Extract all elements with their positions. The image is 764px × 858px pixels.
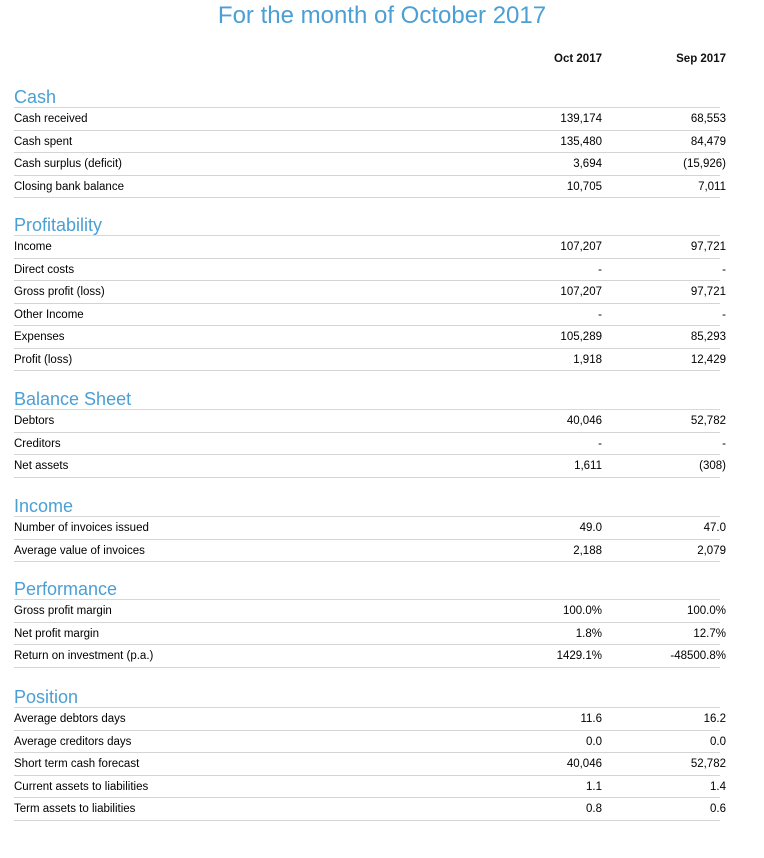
row-label: Net assets	[14, 460, 69, 472]
row-label: Cash spent	[14, 135, 73, 148]
value-sep: 0.0	[710, 735, 726, 748]
value-sep: (15,926)	[683, 158, 726, 170]
table-row	[14, 281, 726, 304]
value-oct: 1,611	[574, 460, 602, 472]
table-row	[14, 304, 726, 327]
value-oct: 105,289	[560, 331, 602, 343]
value-oct: 139,174	[560, 113, 602, 125]
table-row	[14, 176, 726, 199]
value-sep: 97,721	[690, 286, 726, 298]
column-header-oct: Oct 2017	[554, 53, 602, 65]
column-header-sep: Sep 2017	[676, 53, 726, 65]
value-sep: 52,782	[690, 415, 726, 427]
table-row	[14, 108, 726, 131]
row-label: Gross profit margin	[14, 605, 112, 617]
section-position	[14, 686, 726, 821]
report-title: For the month of October 2017	[217, 2, 547, 29]
row-label: Closing bank balance	[14, 180, 124, 193]
section-cash	[14, 86, 726, 198]
section-performance	[14, 578, 726, 668]
row-label: Cash received	[14, 113, 88, 125]
row-label: Net profit margin	[14, 627, 100, 640]
value-oct: 40,046	[566, 758, 602, 770]
value-sep: 85,293	[690, 331, 726, 343]
section-title: Profitability	[14, 214, 720, 236]
value-sep: 1.4	[710, 780, 726, 793]
table-row	[14, 455, 726, 478]
row-label: Income	[14, 241, 52, 253]
value-oct: 1.1	[586, 780, 602, 793]
value-sep: 12.7%	[693, 627, 726, 640]
value-sep: -	[722, 308, 726, 321]
table-row	[14, 153, 726, 176]
value-oct: 0.8	[586, 803, 602, 815]
value-oct: 1429.1%	[556, 650, 602, 662]
section-income	[14, 495, 726, 562]
value-sep: 84,479	[690, 135, 726, 148]
value-oct: 0.0	[586, 735, 602, 748]
table-row	[14, 753, 726, 776]
value-oct: 3,694	[573, 158, 602, 170]
section-profitability	[14, 214, 726, 371]
section-title: Balance Sheet	[14, 388, 720, 410]
section-title: Position	[14, 686, 720, 708]
row-label: Average creditors days	[14, 735, 132, 748]
value-sep: 100.0%	[686, 605, 726, 617]
table-row	[14, 433, 726, 456]
row-label: Term assets to liabilities	[14, 803, 136, 815]
value-sep: 0.6	[710, 803, 726, 815]
value-sep: -	[722, 437, 726, 450]
value-oct: 1.8%	[575, 627, 602, 640]
row-label: Return on investment (p.a.)	[14, 650, 154, 662]
table-row	[14, 410, 726, 433]
row-label: Debtors	[14, 415, 55, 427]
table-row	[14, 326, 726, 349]
value-oct: -	[598, 308, 602, 321]
row-label: Creditors	[14, 437, 61, 450]
row-label: Cash surplus (deficit)	[14, 158, 123, 170]
value-oct: 49.0	[579, 522, 602, 534]
value-sep: 2,079	[697, 544, 726, 557]
value-sep: 47.0	[703, 522, 726, 534]
value-oct: 107,207	[560, 241, 602, 253]
table-row	[14, 236, 726, 259]
row-label: Direct costs	[14, 263, 75, 276]
value-sep: -	[722, 263, 726, 276]
row-label: Other Income	[14, 308, 84, 321]
row-label: Current assets to liabilities	[14, 780, 149, 793]
row-label: Average debtors days	[14, 713, 126, 725]
table-row	[14, 349, 726, 372]
table-row	[14, 776, 726, 799]
table-row	[14, 259, 726, 282]
row-label: Gross profit (loss)	[14, 286, 105, 298]
value-oct: 107,207	[560, 286, 602, 298]
value-sep: 12,429	[690, 353, 726, 366]
value-oct: 2,188	[573, 544, 602, 557]
table-row	[14, 517, 726, 540]
value-sep: 52,782	[690, 758, 726, 770]
row-label: Short term cash forecast	[14, 758, 140, 770]
value-oct: 40,046	[566, 415, 602, 427]
value-sep: 16.2	[703, 713, 726, 725]
row-label: Profit (loss)	[14, 353, 73, 366]
value-sep: 7,011	[698, 180, 726, 193]
table-row	[14, 623, 726, 646]
value-sep: -48500.8%	[670, 650, 726, 662]
value-oct: 100.0%	[562, 605, 602, 617]
value-sep: 68,553	[690, 113, 726, 125]
value-oct: 135,480	[560, 135, 602, 148]
value-sep: 97,721	[690, 241, 726, 253]
table-row	[14, 645, 726, 668]
row-label: Average value of invoices	[14, 544, 145, 557]
table-row	[14, 708, 726, 731]
table-row	[14, 540, 726, 563]
value-oct: 1,918	[573, 353, 602, 366]
section-title: Income	[14, 495, 720, 517]
table-row	[14, 731, 726, 754]
row-label: Number of invoices issued	[14, 522, 149, 534]
value-oct: 10,705	[566, 180, 602, 193]
value-oct: -	[598, 263, 602, 276]
section-title: Performance	[14, 578, 720, 600]
value-sep: (308)	[699, 460, 726, 472]
value-oct: 11.6	[580, 713, 602, 725]
section-balance-sheet	[14, 388, 726, 478]
section-title: Cash	[14, 86, 720, 108]
row-label: Expenses	[14, 331, 65, 343]
table-row	[14, 600, 726, 623]
table-row	[14, 131, 726, 154]
value-oct: -	[598, 437, 602, 450]
table-row	[14, 798, 726, 821]
